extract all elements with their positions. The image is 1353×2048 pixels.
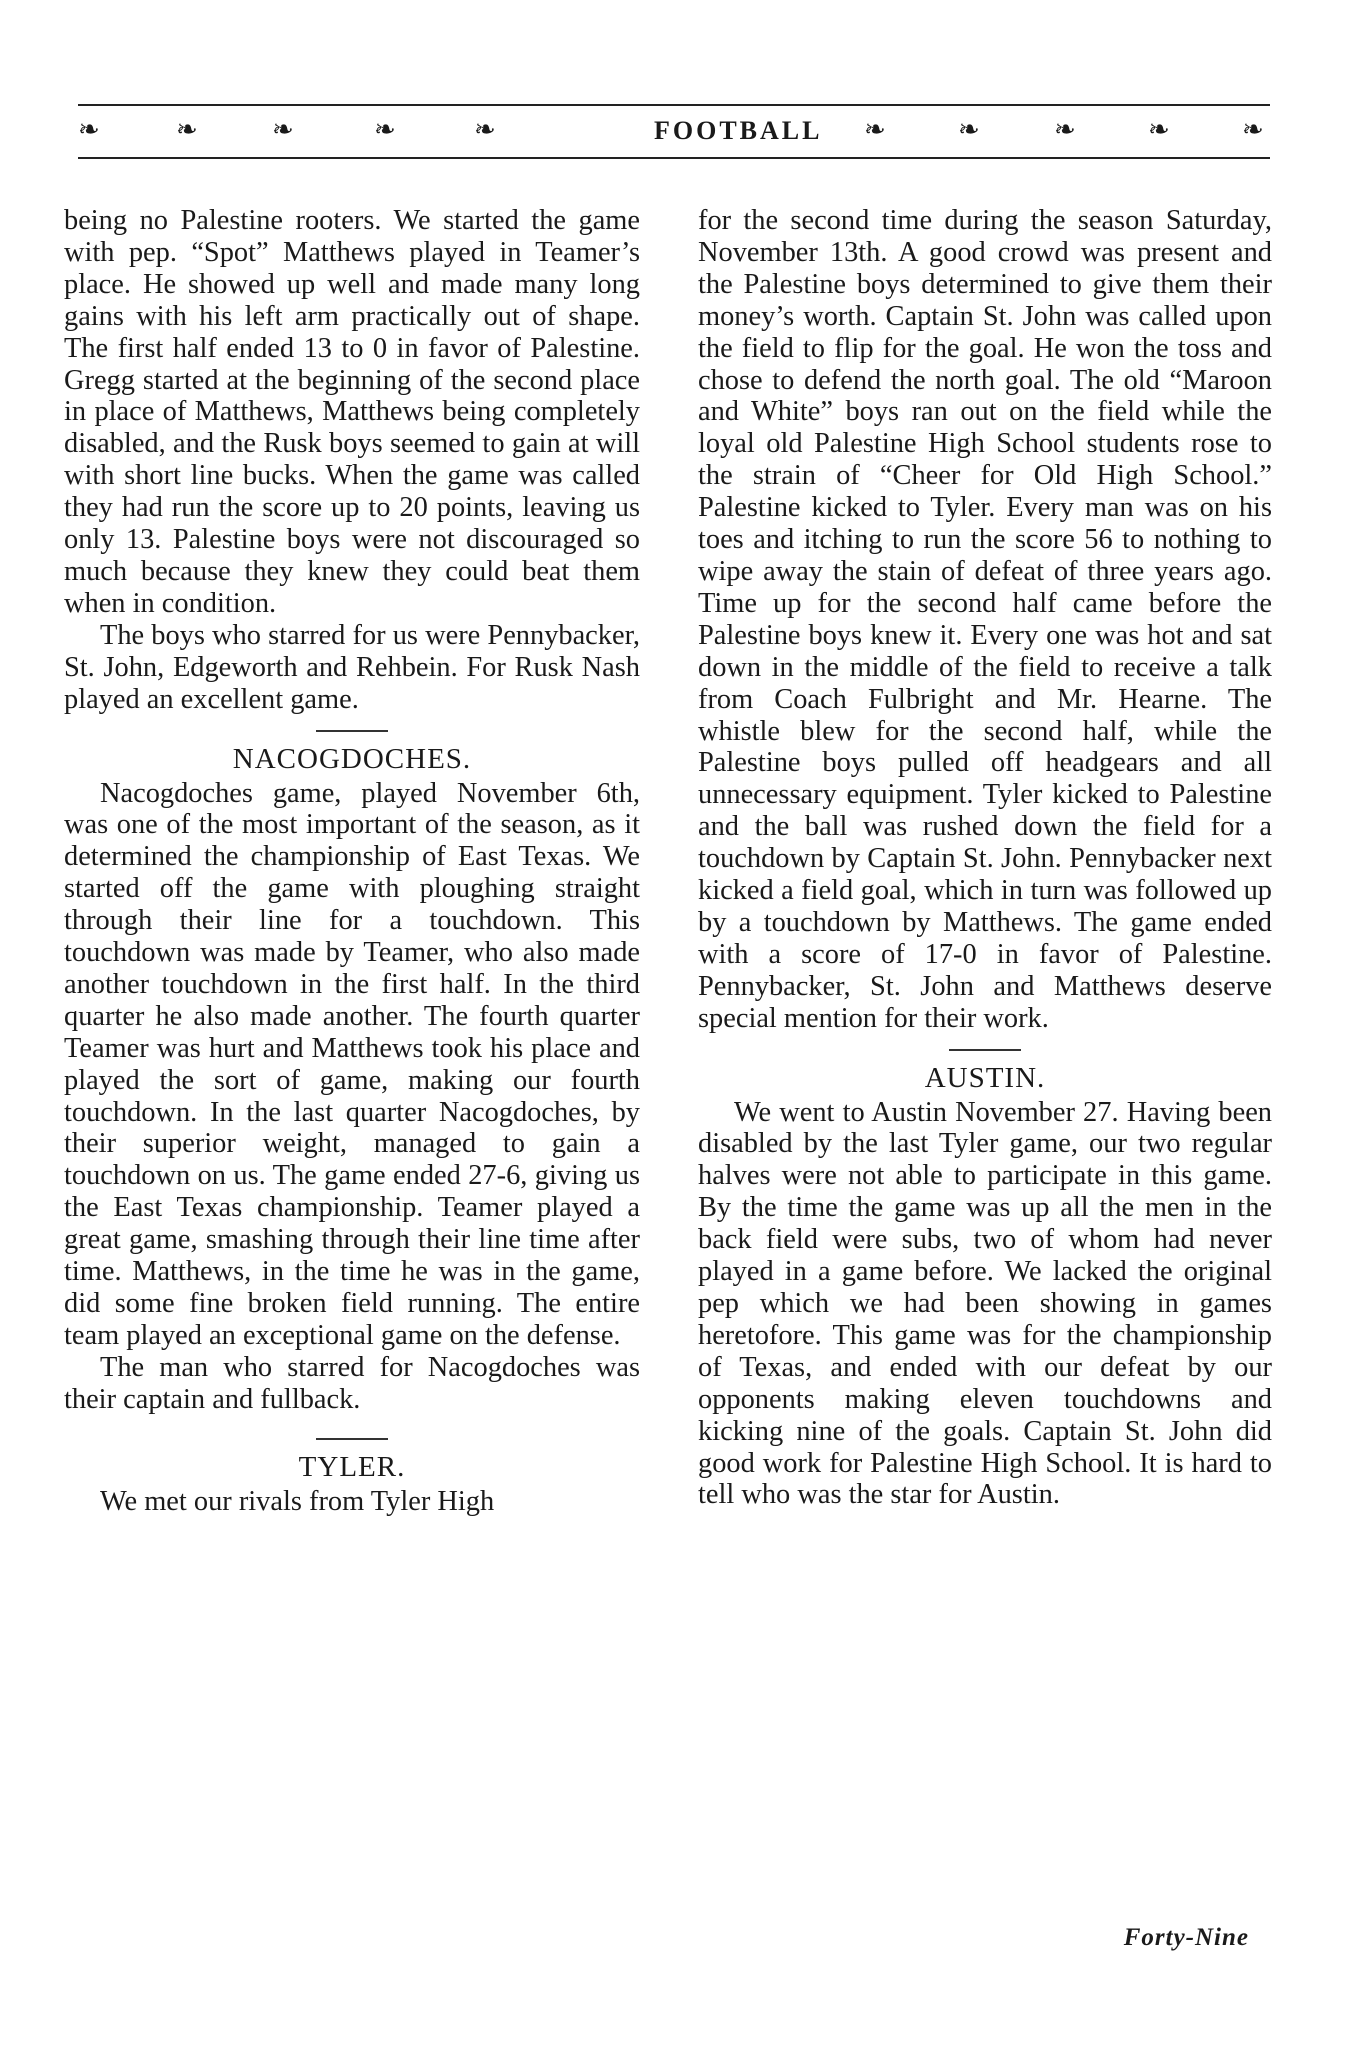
section-divider: [316, 730, 388, 732]
ornament-icon: ❧: [474, 115, 496, 144]
paragraph-rusk-game-continued: being no Palestine rooters. We started the game with pep. “Spot” Matthews played in Teamer’s place. He showed up well and made many long gains with his left arm practically out of shape. The first half ended 13 to 0 in favor of Palestine. Gregg started at the beginning of the second place in place of Matthews, Matthews being completely disabled, and the Rusk boys seemed to gain at will with short line bucks. When the game was called they had run the score up to 20 points, leaving us only 13. Palestine boys were not discouraged so much because they knew they could beat them when in condition.: [64, 205, 640, 619]
ornament-icon: ❧: [864, 115, 886, 144]
section-title: FOOTBALL: [654, 116, 823, 145]
paragraph-rusk-stars: The boys who starred for us were Pennybacker, St. John, Edgeworth and Rehbein. For Rusk Nash played an excellent game.: [64, 619, 640, 715]
paragraph-tyler-game-continued: for the second time during the season Saturday, November 13th. A good crowd was present and the Palestine boys determined to give them their money’s worth. Captain St. John was called upon the field to flip for the goal. He won the toss and chose to defend the north goal. The old “Maroon and White” boys ran out on the field while the loyal old Palestine High School students rose to the strain of “Cheer for Old High School.” Palestine kicked to Tyler. Every man was on his toes and itching to run the score 56 to nothing to wipe away the stain of defeat of three years ago. Time up for the second half came before the Palestine boys knew it. Every one was hot and sat down in the middle of the field to receive a talk from Coach Fulbright and Mr. Hearne. The whistle blew for the second half, while the Palestine boys pulled off headgears and all unnecessary equipment. Tyler kicked to Palestine and the ball was rushed down the field for a touchdown by Captain St. John. Pennybacker next kicked a field goal, which in turn was followed up by a touchdown by Matthews. The game ended with a score of 17-0 in favor of Palestine. Pennybacker, St. John and Matthews deserve special mention for their work.: [698, 205, 1272, 1034]
ornament-icon: ❧: [272, 115, 294, 144]
section-divider: [949, 1049, 1021, 1051]
page-number: Forty-Nine: [1123, 1924, 1249, 1951]
ornament-icon: ❧: [374, 115, 396, 144]
heading-tyler: TYLER.: [298, 1450, 406, 1483]
ornament-icon: ❧: [1148, 115, 1170, 144]
ornament-icon: ❧: [1242, 115, 1264, 144]
paragraph-nacogdoches-game: Nacogdoches game, played November 6th, was one of the most important of the season, as it determined the championship of East Texas. We started off the game with ploughing straight through their line for a touchdown. This touchdown was made by Teamer, who also made another touchdown in the first half. In the third quarter he also made another. The fourth quarter Teamer was hurt and Matthews took his place and played the sort of game, making our fourth touchdown. In the last quarter Nacogdoches, by their superior weight, managed to gain a touchdown on us. The game ended 27-6, giving us the East Texas championship. Teamer played a great game, smashing through their line time after time. Matthews, in the time he was in the game, did some fine broken field running. The entire team played an exceptional game on the defense.: [64, 777, 640, 1351]
ornament-icon: ❧: [176, 115, 198, 144]
ornament-icon: ❧: [958, 115, 980, 144]
paragraph-austin-game: We went to Austin November 27. Having been disabled by the last Tyler game, our two regular halves were not able to participate in this game. By the time the game was up all the men in the back field were subs, two of whom had never played in a game before. We lacked the original pep which we had been showing in games heretofore. This game was for the championship of Texas, and ended with our defeat by our opponents making eleven touchdowns and kicking nine of the goals. Captain St. John did good work for Palestine High School. It is hard to tell who was the star for Austin.: [698, 1096, 1272, 1511]
ornament-icon: ❧: [1054, 115, 1076, 144]
right-column: [698, 205, 1272, 1511]
left-column: [64, 205, 640, 1518]
paragraph-nacogdoches-stars: The man who starred for Nacogdoches was their captain and fullback.: [64, 1351, 640, 1415]
ornament-icon: ❧: [78, 115, 100, 144]
heading-nacogdoches: NACOGDOCHES.: [232, 742, 472, 775]
header-bottom-rule: [78, 157, 1270, 159]
paragraph-tyler-intro: We met our rivals from Tyler High: [100, 1485, 495, 1517]
section-divider: [316, 1438, 388, 1440]
running-header: [78, 108, 1270, 154]
heading-austin: AUSTIN.: [924, 1061, 1046, 1094]
header-top-rule: [78, 104, 1270, 106]
